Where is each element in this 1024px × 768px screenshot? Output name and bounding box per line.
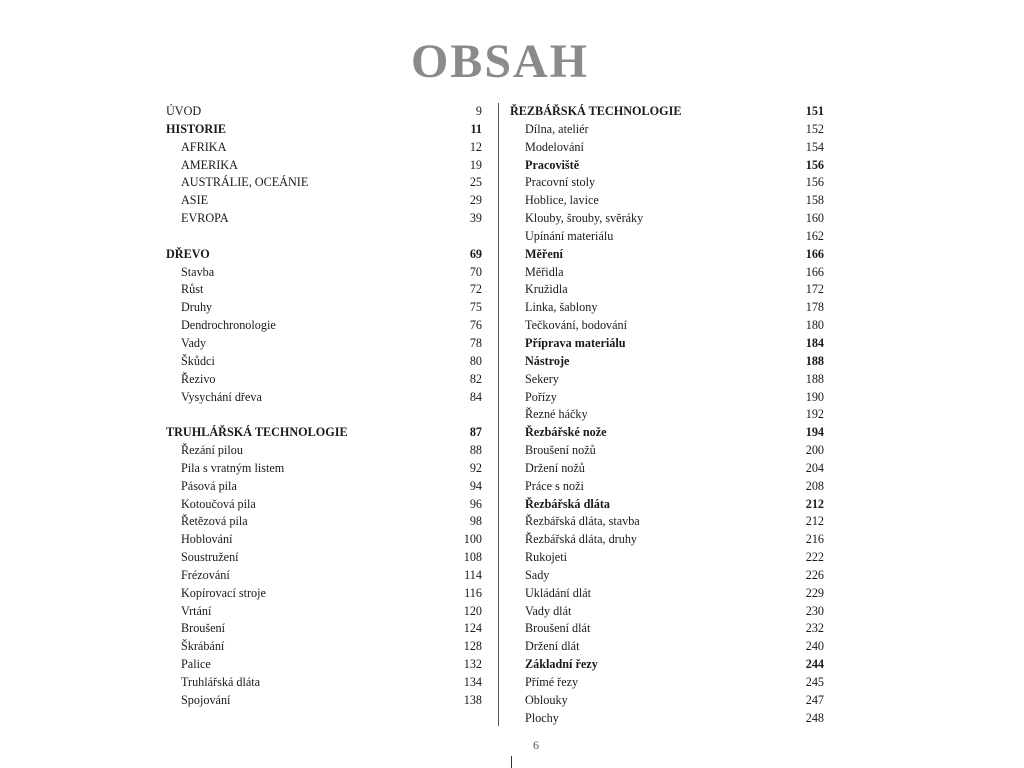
toc-entry[interactable] (166, 478, 482, 496)
toc-entry-label: Upínání materiálu (525, 228, 614, 243)
toc-entry-page: 184 (805, 335, 824, 350)
toc-entry[interactable] (166, 513, 482, 531)
toc-entry-label: Sekery (525, 371, 559, 386)
toc-entry[interactable] (510, 567, 824, 585)
toc-entry-page: 200 (805, 443, 824, 458)
toc-entry[interactable] (166, 620, 482, 638)
toc-entry[interactable] (166, 281, 482, 299)
toc-entry[interactable] (166, 335, 482, 353)
toc-entry-page: 82 (469, 371, 482, 386)
toc-entry-label: Řezbářská dláta, druhy (525, 532, 638, 547)
toc-entry-label: Broušení dlát (525, 621, 591, 636)
toc-entry[interactable] (510, 317, 824, 335)
toc-entry-label: Druhy (181, 300, 213, 315)
toc-entry-page: 39 (469, 211, 482, 226)
toc-entry[interactable] (510, 585, 824, 603)
toc-entry-page: 222 (805, 550, 824, 565)
toc-entry-label: Frézování (181, 567, 230, 582)
toc-entry-page: 226 (805, 567, 824, 582)
toc-entry-label: Práce s noži (525, 478, 584, 493)
toc-entry[interactable] (510, 513, 824, 531)
toc-entry-label: Sady (525, 567, 550, 582)
toc-entry[interactable] (166, 674, 482, 692)
toc-entry[interactable] (510, 246, 824, 264)
toc-entry[interactable] (166, 139, 482, 157)
toc-entry-label: Hoblice, lavice (525, 193, 599, 208)
toc-entry[interactable] (166, 460, 482, 478)
toc-entry-page: 92 (469, 460, 482, 475)
toc-entry[interactable] (166, 353, 482, 371)
toc-entry-page: 76 (469, 318, 482, 333)
toc-entry-label: Pracoviště (525, 157, 580, 172)
toc-entry-page: 94 (469, 478, 482, 493)
toc-entry-label: Truhlářská dláta (181, 675, 261, 689)
toc-entry[interactable] (510, 210, 824, 228)
toc-entry-label: Dendrochronologie (181, 318, 276, 333)
toc-entry-page: 19 (469, 157, 482, 172)
toc-entry[interactable] (166, 442, 482, 460)
toc-left-column (166, 103, 482, 710)
toc-entry[interactable] (166, 174, 482, 192)
toc-entry-page: 80 (469, 353, 482, 368)
toc-entry[interactable] (510, 656, 824, 674)
toc-entry-page: 166 (805, 246, 824, 261)
toc-entry-page: 230 (805, 603, 824, 618)
toc-entry[interactable] (510, 228, 824, 246)
toc-entry[interactable] (166, 103, 482, 121)
toc-entry[interactable] (510, 281, 824, 299)
toc-entry[interactable] (510, 371, 824, 389)
toc-entry-page: 72 (469, 282, 482, 297)
toc-entry-label: DŘEVO (166, 246, 210, 261)
toc-entry-page: 156 (805, 175, 824, 190)
toc-entry[interactable] (166, 210, 482, 228)
toc-entry-label: Kotoučová pila (181, 496, 256, 511)
toc-entry[interactable] (510, 638, 824, 656)
toc-entry[interactable] (166, 496, 482, 514)
toc-entry-label: AFRIKA (181, 139, 227, 154)
toc-entry-label: ÚVOD (166, 104, 202, 118)
toc-entry-label: Škůdci (181, 353, 215, 368)
toc-entry[interactable] (166, 389, 482, 407)
toc-entry-page: 88 (469, 443, 482, 458)
toc-entry-page: 248 (805, 710, 824, 725)
toc-entry[interactable] (166, 585, 482, 603)
toc-entry-label: Linka, šablony (525, 300, 598, 315)
toc-entry-label: HISTORIE (166, 121, 227, 136)
toc-entry[interactable] (166, 549, 482, 567)
toc-entry-page: 75 (469, 300, 482, 315)
toc-entry-page: 212 (805, 496, 824, 511)
toc-entry-label: Kružidla (525, 282, 568, 297)
toc-entry[interactable] (166, 567, 482, 585)
toc-entry-label: Měření (525, 246, 563, 261)
toc-entry-page: 192 (805, 407, 824, 422)
toc-entry-label: Příprava materiálu (525, 335, 626, 350)
toc-entry-label: Spojování (181, 692, 231, 707)
toc-entry-page: 69 (469, 246, 482, 261)
toc-entry-label: Řezbářská dláta, stavba (525, 514, 640, 529)
toc-entry-page: 9 (475, 104, 482, 118)
toc-entry-label: Tečkování, bodování (525, 318, 628, 333)
toc-entry[interactable] (510, 157, 824, 175)
toc-entry-page: 87 (469, 425, 482, 440)
toc-entry[interactable] (510, 549, 824, 567)
toc-entry[interactable] (166, 692, 482, 710)
toc-entry[interactable] (166, 638, 482, 656)
toc-entry-label: Vrtání (181, 603, 212, 618)
toc-entry-label: Soustružení (181, 550, 239, 565)
toc-entry-page: 154 (805, 139, 824, 154)
toc-entry-label: Dílna, ateliér (525, 121, 589, 136)
toc-entry-label: Pracovní stoly (525, 175, 596, 190)
toc-entry-label: Základní řezy (525, 657, 598, 672)
toc-entry-page: 134 (463, 675, 482, 689)
toc-entry-page: 232 (805, 621, 824, 636)
toc-entry-label: Řetězová pila (181, 514, 248, 529)
toc-entry-page: 132 (463, 657, 482, 672)
toc-entry-page: 244 (805, 657, 824, 672)
page-edge-mark (511, 756, 512, 768)
toc-entry[interactable] (166, 121, 482, 139)
toc-entry-label: Rukojeti (525, 550, 567, 565)
column-divider (498, 103, 499, 726)
toc-entry-page: 162 (805, 228, 824, 243)
toc-entry-label: Pila s vratným listem (181, 460, 285, 475)
toc-entry-page: 245 (805, 675, 824, 689)
toc-entry-page: 172 (805, 282, 824, 297)
toc-entry-page: 11 (470, 121, 482, 136)
page-number: 6 (533, 738, 539, 752)
toc-entry-label: Stavba (181, 264, 215, 279)
toc-entry-label: Vady dlát (525, 603, 572, 618)
toc-entry[interactable] (166, 656, 482, 674)
toc-entry-label: Broušení (181, 621, 226, 636)
toc-entry[interactable] (166, 371, 482, 389)
toc-entry[interactable] (510, 710, 824, 728)
toc-entry-page: 194 (805, 425, 824, 440)
toc-entry-label: Hoblování (181, 532, 233, 547)
toc-entry-page: 190 (805, 389, 824, 404)
toc-entry-label: Oblouky (525, 692, 568, 707)
toc-entry[interactable] (510, 299, 824, 317)
toc-entry[interactable] (510, 442, 824, 460)
toc-entry-label: Palice (181, 657, 211, 672)
toc-entry-page: 12 (469, 139, 482, 154)
toc-entry-label: Řezivo (181, 371, 216, 386)
toc-entry[interactable] (166, 157, 482, 175)
toc-entry-label: Řezbářské nože (525, 425, 607, 440)
toc-entry-label: Řezbářská dláta (525, 496, 610, 511)
toc-entry-label: Plochy (525, 710, 559, 725)
toc-entry-label: Držení dlát (525, 639, 580, 654)
toc-entry-page: 116 (464, 585, 482, 600)
toc-entry[interactable] (166, 299, 482, 317)
toc-entry[interactable] (166, 264, 482, 282)
toc-entry[interactable] (166, 424, 482, 442)
toc-entry-label: Pořízy (525, 389, 557, 404)
toc-entry-page: 247 (805, 692, 824, 707)
toc-entry-page: 158 (805, 193, 824, 208)
toc-entry[interactable] (510, 496, 824, 514)
toc-entry-label: Škrábání (181, 639, 225, 654)
toc-entry-label: Kopírovací stroje (181, 585, 266, 600)
toc-entry[interactable] (166, 531, 482, 549)
toc-entry-page: 100 (463, 532, 482, 547)
toc-entry-page: 25 (469, 175, 482, 190)
toc-entry-page: 188 (805, 353, 824, 368)
toc-entry-page: 178 (805, 300, 824, 315)
toc-entry-label: Růst (181, 282, 204, 297)
toc-entry[interactable] (510, 424, 824, 442)
toc-entry-page: 156 (805, 157, 824, 172)
toc-entry-label: Vysychání dřeva (181, 389, 262, 404)
toc-entry[interactable] (510, 620, 824, 638)
toc-entry-page: 204 (805, 460, 824, 475)
toc-entry-label: Pásová pila (181, 478, 237, 493)
toc-entry-page: 160 (805, 211, 824, 226)
toc-entry[interactable] (510, 264, 824, 282)
toc-entry-page: 128 (463, 639, 482, 654)
toc-entry-label: Měřidla (525, 264, 564, 279)
toc-entry-label: Řezání pilou (181, 443, 243, 458)
toc-entry[interactable] (510, 103, 824, 121)
toc-entry[interactable] (510, 335, 824, 353)
toc-entry-page: 166 (805, 264, 824, 279)
toc-entry-page: 108 (463, 550, 482, 565)
toc-entry-page: 229 (805, 585, 824, 600)
toc-entry-page: 124 (463, 621, 482, 636)
toc-entry[interactable] (166, 603, 482, 621)
toc-entry-label: Klouby, šrouby, svěráky (525, 211, 644, 226)
toc-entry-page: 180 (805, 318, 824, 333)
toc-entry-page: 78 (469, 335, 482, 350)
toc-entry[interactable] (510, 603, 824, 621)
toc-entry[interactable] (166, 317, 482, 335)
toc-entry-label: AUSTRÁLIE, OCEÁNIE (181, 175, 309, 190)
toc-entry-page: 70 (469, 264, 482, 279)
page-title: OBSAH (410, 35, 590, 88)
toc-entry[interactable] (510, 406, 824, 424)
toc-entry-label: Řezné háčky (525, 407, 588, 422)
toc-entry-page: 114 (464, 567, 482, 582)
toc-entry-page: 212 (805, 514, 824, 529)
toc-entry-page: 138 (463, 692, 482, 707)
toc-entry[interactable] (510, 139, 824, 157)
toc-entry-page: 152 (805, 121, 824, 136)
toc-entry-label: Ukládání dlát (525, 585, 591, 600)
toc-entry-label: Vady (181, 335, 207, 350)
toc-entry-label: Přímé řezy (525, 675, 579, 689)
toc-entry-page: 84 (469, 389, 482, 404)
toc-entry[interactable] (510, 531, 824, 549)
toc-entry-page: 208 (805, 478, 824, 493)
toc-entry-page: 240 (805, 639, 824, 654)
toc-entry-page: 98 (469, 514, 482, 529)
toc-entry-page: 120 (463, 603, 482, 618)
toc-entry[interactable] (166, 246, 482, 264)
toc-entry-label: ŘEZBÁŘSKÁ TECHNOLOGIE (510, 104, 682, 118)
toc-entry-label: EVROPA (181, 211, 229, 226)
toc-entry-label: Nástroje (525, 353, 570, 368)
toc-entry-page: 216 (805, 532, 824, 547)
toc-entry[interactable] (510, 353, 824, 371)
toc-entry-page: 29 (469, 193, 482, 208)
toc-entry[interactable] (510, 192, 824, 210)
toc-right-column (510, 103, 824, 728)
toc-entry-label: Broušení nožů (525, 443, 596, 458)
toc-entry-page: 151 (805, 104, 824, 118)
toc-entry-label: Modelování (525, 139, 584, 154)
toc-entry[interactable] (510, 389, 824, 407)
toc-entry-label: AMERIKA (181, 157, 238, 172)
toc-entry[interactable] (510, 174, 824, 192)
toc-entry[interactable] (510, 692, 824, 710)
toc-entry[interactable] (510, 478, 824, 496)
toc-entry[interactable] (166, 192, 482, 210)
toc-entry[interactable] (510, 121, 824, 139)
toc-entry-page: 96 (469, 496, 482, 511)
toc-entry[interactable] (510, 674, 824, 692)
toc-entry[interactable] (510, 460, 824, 478)
toc-entry-label: Držení nožů (525, 460, 585, 475)
toc-entry-label: TRUHLÁŘSKÁ TECHNOLOGIE (166, 425, 348, 440)
toc-entry-page: 188 (805, 371, 824, 386)
toc-entry-label: ASIE (181, 193, 209, 208)
